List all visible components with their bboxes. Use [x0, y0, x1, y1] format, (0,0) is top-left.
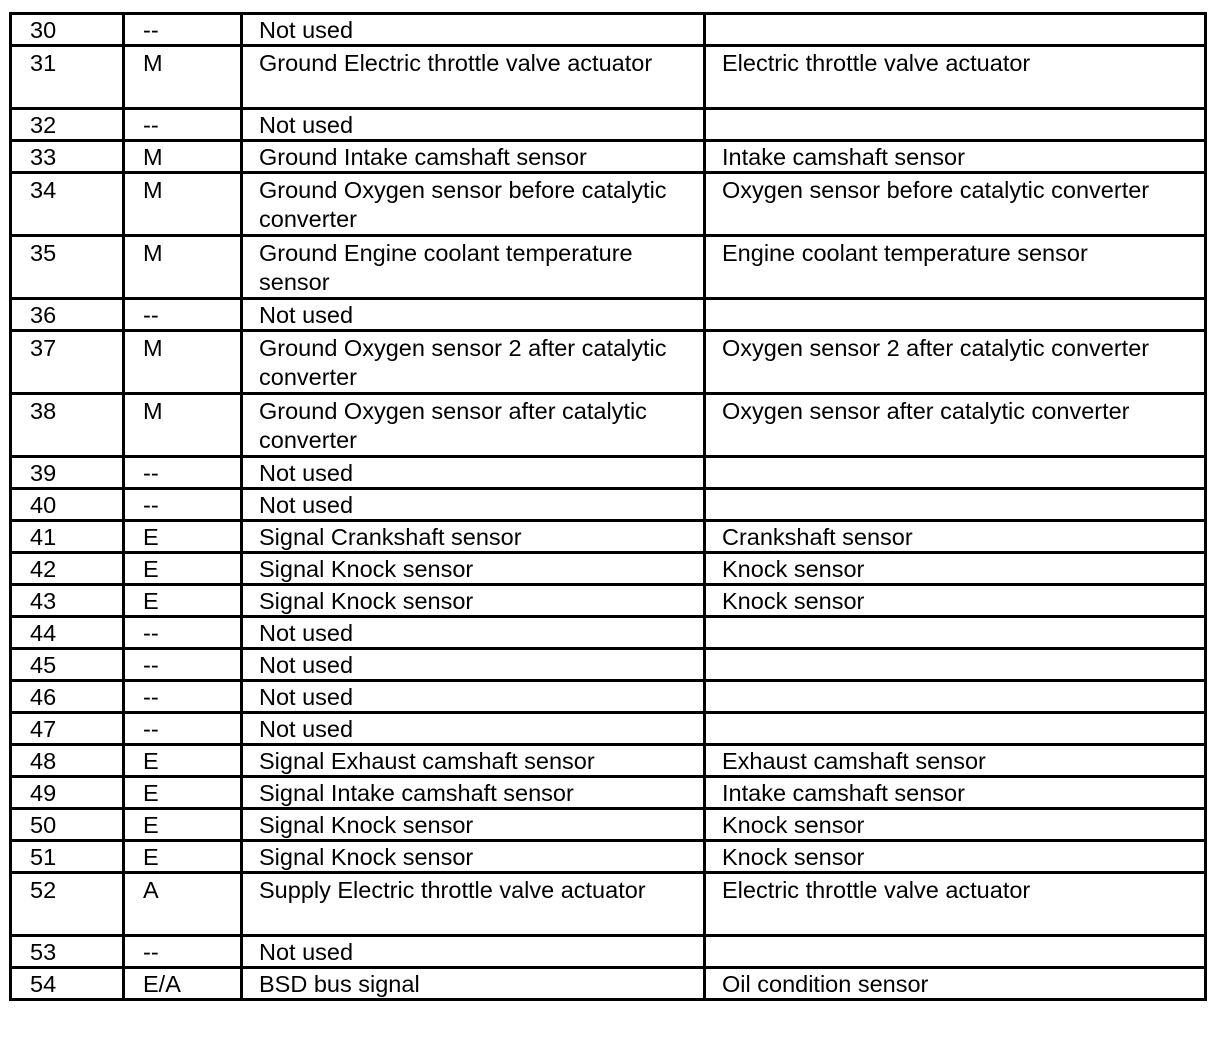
- pin-number-cell: 40: [11, 489, 124, 521]
- pin-description-cell: Signal Knock sensor: [242, 809, 705, 841]
- pin-description-cell: Signal Knock sensor: [242, 553, 705, 585]
- pin-description-cell: Not used: [242, 299, 705, 331]
- table-row: [11, 968, 1206, 1000]
- signal-type-cell: --: [124, 936, 242, 968]
- component-cell: [705, 489, 1206, 521]
- table-row: [11, 936, 1206, 968]
- pin-number-cell: 32: [11, 109, 124, 141]
- pin-description-cell: Supply Electric throttle valve actuator: [242, 873, 705, 936]
- pin-number-cell: 52: [11, 873, 124, 936]
- component-cell: [705, 109, 1206, 141]
- component-cell: [705, 299, 1206, 331]
- table-row: [11, 617, 1206, 649]
- pin-number-cell: 53: [11, 936, 124, 968]
- component-cell: Oxygen sensor 2 after catalytic converter: [705, 331, 1206, 394]
- pin-description-cell: Not used: [242, 489, 705, 521]
- pin-description-cell: Ground Electric throttle valve actuator: [242, 46, 705, 109]
- component-cell: [705, 617, 1206, 649]
- pin-description-cell: Not used: [242, 457, 705, 489]
- component-cell: Knock sensor: [705, 585, 1206, 617]
- pin-number-cell: 44: [11, 617, 124, 649]
- pin-number-cell: 50: [11, 809, 124, 841]
- table-row: [11, 841, 1206, 873]
- table-row: [11, 649, 1206, 681]
- component-cell: Knock sensor: [705, 553, 1206, 585]
- component-cell: Engine coolant temperature sensor: [705, 236, 1206, 299]
- signal-type-cell: --: [124, 681, 242, 713]
- pin-description-cell: Not used: [242, 14, 705, 46]
- pin-description-cell: Ground Intake camshaft sensor: [242, 141, 705, 173]
- table-row: [11, 14, 1206, 46]
- pin-number-cell: 49: [11, 777, 124, 809]
- component-cell: Electric throttle valve actuator: [705, 46, 1206, 109]
- pin-description-cell: Not used: [242, 649, 705, 681]
- signal-type-cell: --: [124, 457, 242, 489]
- pin-number-cell: 36: [11, 299, 124, 331]
- component-cell: Knock sensor: [705, 841, 1206, 873]
- pin-description-cell: Not used: [242, 681, 705, 713]
- pin-number-cell: 41: [11, 521, 124, 553]
- signal-type-cell: M: [124, 46, 242, 109]
- table-row: [11, 521, 1206, 553]
- pin-number-cell: 46: [11, 681, 124, 713]
- pin-description-cell: Not used: [242, 713, 705, 745]
- signal-type-cell: E: [124, 521, 242, 553]
- component-cell: Oxygen sensor before catalytic converter: [705, 173, 1206, 236]
- table-row: [11, 236, 1206, 299]
- component-cell: Crankshaft sensor: [705, 521, 1206, 553]
- pin-description-cell: Not used: [242, 617, 705, 649]
- pin-number-cell: 34: [11, 173, 124, 236]
- pin-number-cell: 39: [11, 457, 124, 489]
- pin-description-cell: Ground Oxygen sensor before catalytic converter: [242, 173, 705, 236]
- pin-description-cell: Signal Exhaust camshaft sensor: [242, 745, 705, 777]
- pin-description-cell: Signal Knock sensor: [242, 841, 705, 873]
- table-row: [11, 331, 1206, 394]
- pin-description-cell: Signal Crankshaft sensor: [242, 521, 705, 553]
- component-cell: Exhaust camshaft sensor: [705, 745, 1206, 777]
- pin-number-cell: 48: [11, 745, 124, 777]
- pin-number-cell: 45: [11, 649, 124, 681]
- signal-type-cell: --: [124, 713, 242, 745]
- pin-description-cell: Ground Engine coolant temperature sensor: [242, 236, 705, 299]
- component-cell: [705, 457, 1206, 489]
- component-cell: [705, 681, 1206, 713]
- signal-type-cell: --: [124, 617, 242, 649]
- pin-description-cell: BSD bus signal: [242, 968, 705, 1000]
- signal-type-cell: M: [124, 236, 242, 299]
- component-cell: Oxygen sensor after catalytic converter: [705, 394, 1206, 457]
- table-row: [11, 713, 1206, 745]
- table-row: [11, 489, 1206, 521]
- component-cell: [705, 649, 1206, 681]
- component-cell: Intake camshaft sensor: [705, 777, 1206, 809]
- signal-type-cell: M: [124, 173, 242, 236]
- signal-type-cell: E/A: [124, 968, 242, 1000]
- pin-description-cell: Signal Intake camshaft sensor: [242, 777, 705, 809]
- pin-number-cell: 33: [11, 141, 124, 173]
- pin-number-cell: 35: [11, 236, 124, 299]
- signal-type-cell: --: [124, 14, 242, 46]
- pin-number-cell: 51: [11, 841, 124, 873]
- pin-number-cell: 31: [11, 46, 124, 109]
- pin-number-cell: 38: [11, 394, 124, 457]
- component-cell: Intake camshaft sensor: [705, 141, 1206, 173]
- component-cell: Oil condition sensor: [705, 968, 1206, 1000]
- signal-type-cell: E: [124, 585, 242, 617]
- signal-type-cell: M: [124, 394, 242, 457]
- component-cell: Knock sensor: [705, 809, 1206, 841]
- table-row: [11, 873, 1206, 936]
- pin-number-cell: 54: [11, 968, 124, 1000]
- pin-table-body: [11, 14, 1206, 1000]
- table-row: [11, 46, 1206, 109]
- table-row: [11, 457, 1206, 489]
- pin-description-cell: Not used: [242, 109, 705, 141]
- table-row: [11, 777, 1206, 809]
- signal-type-cell: E: [124, 841, 242, 873]
- pin-number-cell: 30: [11, 14, 124, 46]
- signal-type-cell: E: [124, 777, 242, 809]
- table-row: [11, 109, 1206, 141]
- pin-number-cell: 47: [11, 713, 124, 745]
- signal-type-cell: E: [124, 553, 242, 585]
- pin-number-cell: 42: [11, 553, 124, 585]
- signal-type-cell: M: [124, 331, 242, 394]
- table-row: [11, 141, 1206, 173]
- component-cell: [705, 14, 1206, 46]
- table-row: [11, 585, 1206, 617]
- signal-type-cell: E: [124, 809, 242, 841]
- pin-description-cell: Ground Oxygen sensor 2 after catalytic converter: [242, 331, 705, 394]
- signal-type-cell: --: [124, 649, 242, 681]
- signal-type-cell: E: [124, 745, 242, 777]
- pin-number-cell: 37: [11, 331, 124, 394]
- pin-description-cell: Ground Oxygen sensor after catalytic converter: [242, 394, 705, 457]
- component-cell: [705, 936, 1206, 968]
- signal-type-cell: --: [124, 489, 242, 521]
- component-cell: [705, 713, 1206, 745]
- table-row: [11, 681, 1206, 713]
- component-cell: Electric throttle valve actuator: [705, 873, 1206, 936]
- pin-description-cell: Not used: [242, 936, 705, 968]
- signal-type-cell: --: [124, 109, 242, 141]
- pin-description-cell: Signal Knock sensor: [242, 585, 705, 617]
- table-row: [11, 394, 1206, 457]
- table-row: [11, 299, 1206, 331]
- pin-number-cell: 43: [11, 585, 124, 617]
- table-row: [11, 745, 1206, 777]
- table-row: [11, 553, 1206, 585]
- signal-type-cell: --: [124, 299, 242, 331]
- table-row: [11, 809, 1206, 841]
- pin-assignment-table: [9, 12, 1207, 1001]
- table-row: [11, 173, 1206, 236]
- signal-type-cell: A: [124, 873, 242, 936]
- signal-type-cell: M: [124, 141, 242, 173]
